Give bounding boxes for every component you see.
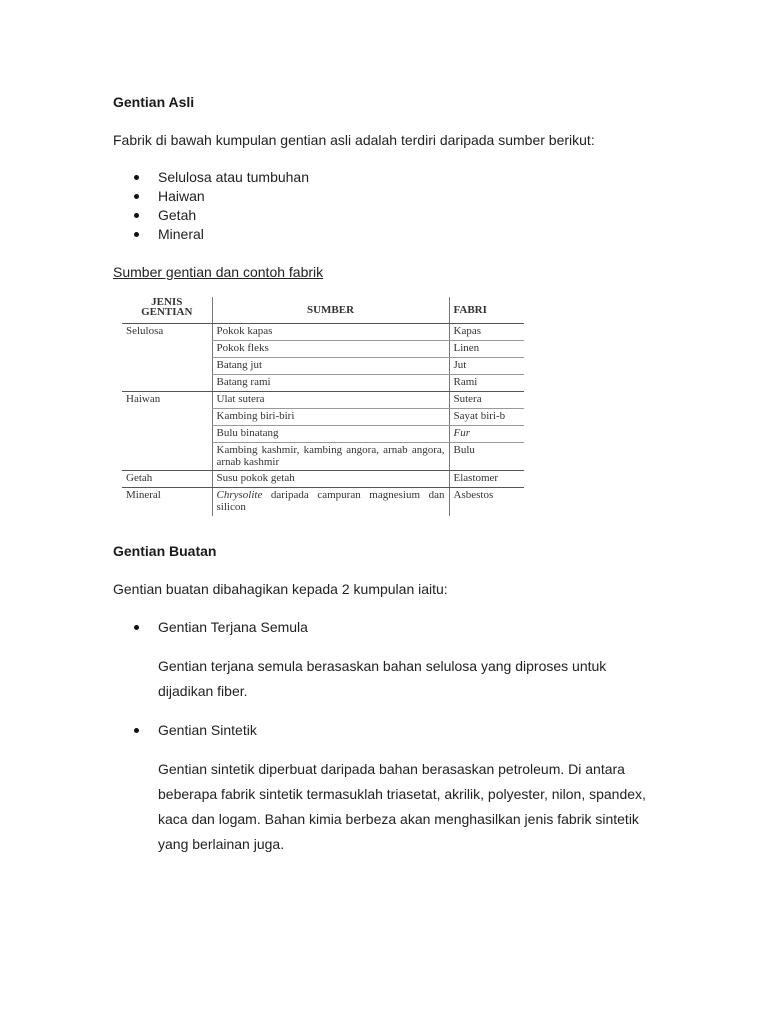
sumber-cell: Batang rami: [212, 375, 449, 392]
desc-terjana-semula: [158, 654, 648, 704]
list-item: Gentian Terjana Semula: [113, 618, 308, 637]
header-sumber: SUMBER: [212, 297, 449, 324]
jenis-cell: Getah: [122, 471, 212, 488]
table-caption: Sumber gentian dan contoh fabrik: [113, 264, 324, 280]
section-heading-gentian-asli: Gentian Asli: [113, 94, 195, 110]
sumber-cell: Batang jut: [212, 358, 449, 375]
desc-line: Gentian terjana semula berasaskan bahan selulosa yang diproses untuk: [158, 658, 607, 674]
intro-paragraph-gentian-buatan: Gentian buatan dibahagikan kepada 2 kumpulan iaitu:: [113, 581, 448, 597]
sumber-cell: Pokok fleks: [212, 341, 449, 358]
mineral-name: Chrysolite: [216, 489, 263, 501]
section-heading-gentian-buatan: Gentian Buatan: [113, 543, 217, 559]
list-item: Getah: [113, 206, 309, 225]
fabrik-cell: Bulu: [449, 443, 524, 471]
desc-line: yang berlainan juga.: [158, 836, 285, 852]
sumber-cell: Kambing biri-biri: [212, 409, 449, 426]
header-fabrik: FABRI: [449, 297, 524, 324]
fabrik-cell: Sayat biri-b: [449, 409, 524, 426]
list-item: Haiwan: [113, 187, 309, 206]
jenis-cell: Selulosa: [122, 324, 212, 392]
source-list: [113, 168, 309, 244]
desc-line: Gentian sintetik diperbuat daripada bahan berasaskan petroleum. Di antara: [158, 761, 625, 777]
sumber-cell: Bulu binatang: [212, 426, 449, 443]
fabrik-cell: Jut: [449, 358, 524, 375]
sumber-cell: Kambing kashmir, kambing angora, arnab angora, arnab kashmir: [212, 443, 449, 471]
type-list-terjana: [113, 618, 308, 637]
fabrik-cell: Asbestos: [449, 488, 524, 516]
jenis-cell: Haiwan: [122, 392, 212, 471]
desc-line: kaca dan logam. Bahan kimia berbeza akan menghasilkan jenis fabrik sintetik: [158, 811, 639, 827]
type-list-sintetik: [113, 721, 257, 740]
jenis-cell: Mineral: [126, 489, 161, 501]
header-jenis-gentian: [122, 297, 212, 324]
fabrik-cell: Fur: [449, 426, 524, 443]
sumber-cell: [212, 488, 449, 516]
sumber-cell: Susu pokok getah: [212, 471, 449, 488]
fabrik-cell: Linen: [449, 341, 524, 358]
list-item: Mineral: [113, 225, 309, 244]
list-item: Selulosa atau tumbuhan: [113, 168, 309, 187]
intro-paragraph-gentian-asli: Fabrik di bawah kumpulan gentian asli adalah terdiri daripada sumber berikut:: [113, 132, 595, 148]
fabrik-cell: Rami: [449, 375, 524, 392]
desc-line: beberapa fabrik sintetik termasuklah triasetat, akrilik, polyester, nilon, spandex,: [158, 786, 646, 802]
desc-line: dijadikan fiber.: [158, 683, 248, 699]
sumber-cell: Pokok kapas: [212, 324, 449, 341]
list-item: Gentian Sintetik: [113, 721, 257, 740]
header-jenis-line2: GENTIAN: [141, 306, 193, 318]
fabric-source-table: [122, 297, 524, 523]
fabrik-cell: Kapas: [449, 324, 524, 341]
sumber-cell: Ulat sutera: [212, 392, 449, 409]
header-jenis-line1: JENIS: [151, 297, 183, 308]
mineral-source-rest: daripada campuran magnesium dan silicon: [216, 489, 445, 513]
fabrik-cell: Sutera: [449, 392, 524, 409]
desc-sintetik: [158, 757, 648, 857]
fabrik-cell: Elastomer: [449, 471, 524, 488]
